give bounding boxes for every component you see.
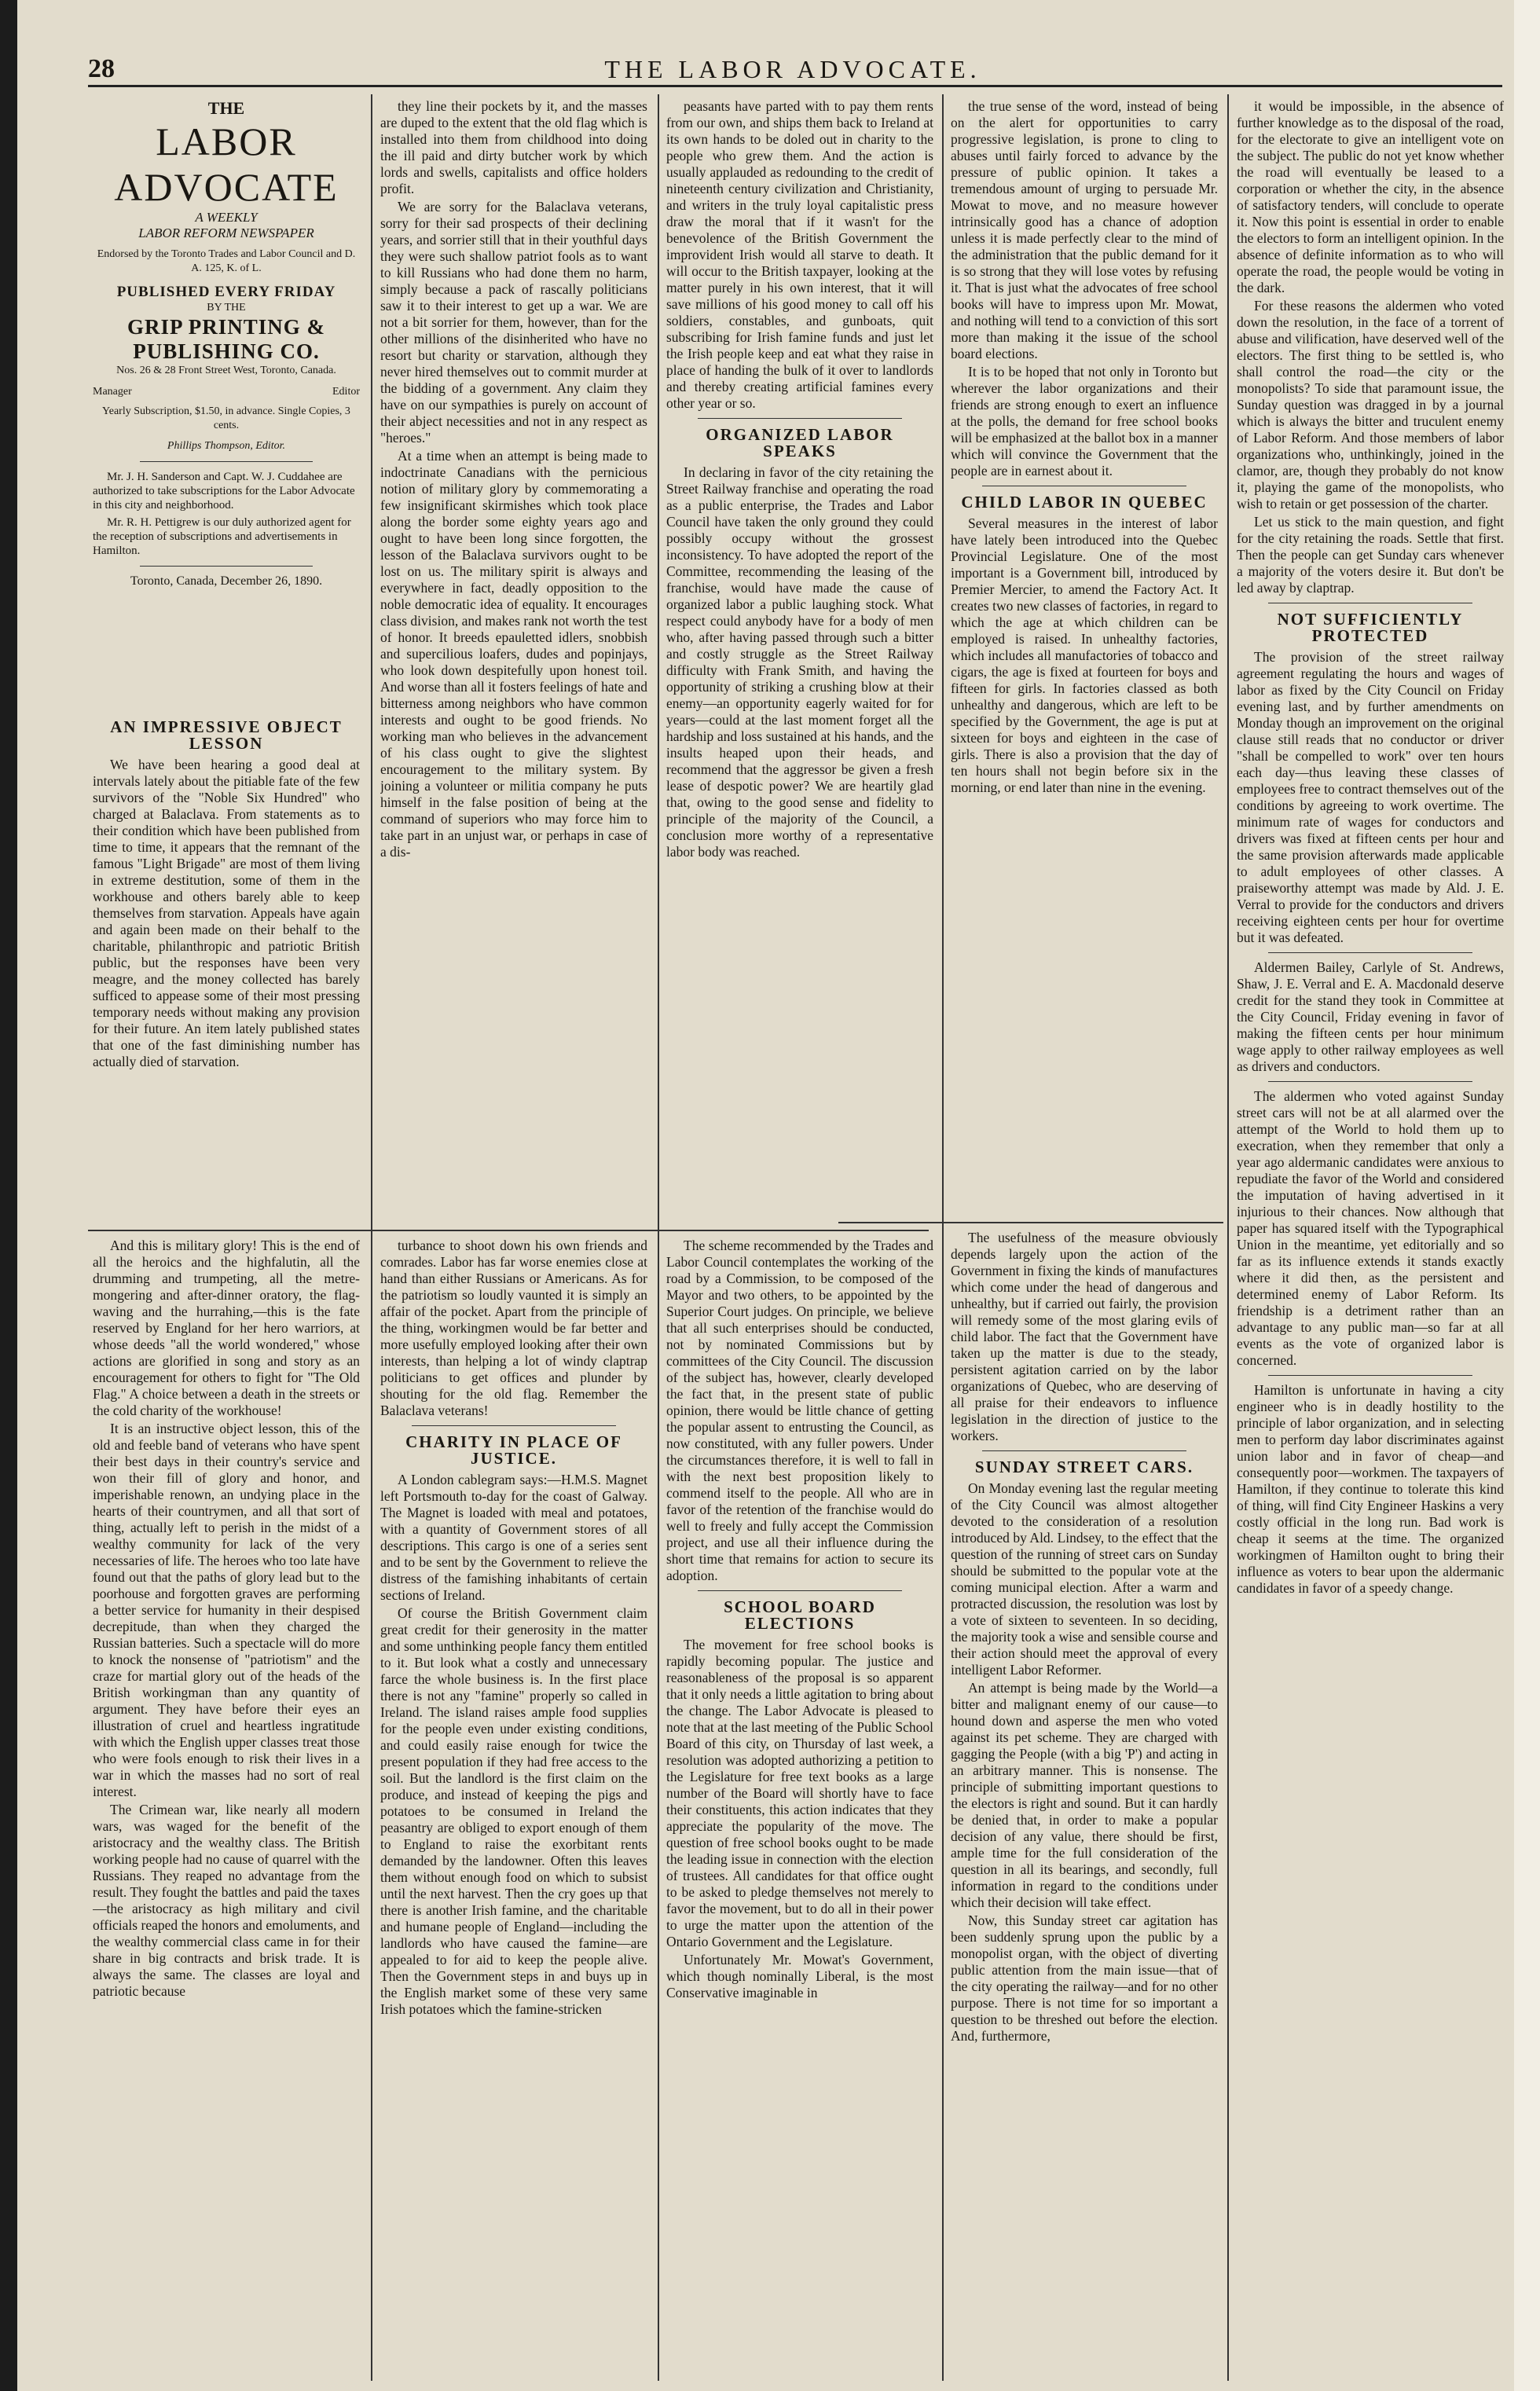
divider [982,1450,1186,1451]
article-balaclava-continued [380,98,647,1222]
article-paragraph: Unfortunately Mr. Mowat's Government, which though nominally Liberal, is the most Conservative imaginable in [666,1952,933,2000]
article-paragraph: Several measures in the interest of labor have lately been introduced into the Quebec Provincial Legislature. One of the most important is a Government bill, introduced by Premier Mercier, to amend the Factory Act. It creates two new classes of factories, in regard to which the age at which children can be employed is raised. In unhealthy factories, which includes all manufactories of tobacco and cigars, the age is fixed at fourteen for boys and fifteen for girls. In factories classed as both unhealthy and dangerous, which are left to be specified by the Government, the age is put at sixteen for boys and eighteen in the case of girls. There is also a provision that the day of ten hours shall not begin before six in the morning, or end later than nine in the evening. [951,515,1218,795]
column-rule [658,94,659,2381]
editor-name: Phillips Thompson, Editor. [167,440,286,452]
column-5 [1237,98,1504,2377]
article-headline: CHARITY IN PLACE OF JUSTICE. [405,1432,622,1468]
article-headline: SUNDAY STREET CARS. [974,1458,1194,1476]
article-paragraph: Hamilton is unfortunate in having a city engineer who is in deadly hostility to the principle of labor organization, and in selecting men to perform day labor discriminates against union labor and in favor of cheap—and consequently poor—workmen. The taxpayers of Hamilton, if they continue to tolerate this kind of thing, will find City Engineer Haskins a very costly official in the long run. Bad work is cheap it seems at the time. The organized workingmen of Hamilton ought to bring their influence as voters to bear upon the aldermanic candidates in favor of a speedy change. [1237,1382,1504,1596]
masthead-subtitle: LABOR REFORM NEWSPAPER [138,226,314,240]
masthead [93,98,360,589]
masthead-weekly: A WEEKLY [195,210,258,225]
article-paragraph: We are sorry for the Balaclava veterans, sorry for their sad prospects of their declining years, and sorrier still that in their youthful days they were such shallow patriot fools as to want to kill Russians who had done them no harm, simply because a pack of rascally politicians saw it to their interest to get up a war. We are not a bit sorrier for them, however, than for the other millions of the disinherited who have no resort but charity or starvation, although they never hired themselves out to commit murder at the bidding of a government. Any claim they have on our sympathies is purely on account of their abject necessities and not in any respect as "heroes." [380,199,647,446]
column-4-upper [951,98,1218,1222]
masthead-endorsement: Endorsed by the Toronto Trades and Labor Council and D. A. 125, K. of L. [97,248,356,274]
section-rule [838,1222,1223,1223]
article-paragraph: The scheme recommended by the Trades and Labor Council contemplates the working of the road by a Commission, to be composed of the Mayor and two others, to be appointed by the Superior Court judges. On principle, we believe that all such enterprises should be conducted, not by nominated Commissions but by committees of the City Council. The discussion of the subject has, however, clearly developed the fact that, in the present state of public opinion, there would be little chance of getting the popular assent to entrusting the Council, as now constituted, with any fuller powers. Under the circumstances therefore, it is well to fall in with the next best proposition likely to commend itself to the people. All who are in favor of the retention of the franchise would do well to freely and fully accept the Commission project, and use all their influence during the short time that remains for action to secure its adoption. [666,1238,933,1583]
article-headline: CHILD LABOR IN QUEBEC [961,493,1208,512]
divider [698,1590,902,1591]
article-paragraph: An attempt is being made by the World—a bitter and malignant enemy of our cause—to hound down and asperse the men who voted against its pet scheme. They are charged with gagging the People (with a big 'P') and acting in an arbitrary manner. This is nonsense. The principle of submitting important questions to the electors is right and sound. But it can hardly be denied that, in order to make a popular decision of any value, there should be first, ample time for the full consideration of the question in all its bearings, and secondly, full information in regard to the conditions under which their decision will take effect. [951,1680,1218,1910]
article-headline: SCHOOL BOARD ELECTIONS [724,1597,876,1633]
newspaper-page [17,0,1540,2391]
hamilton-agent-note: Mr. R. H. Pettigrew is our duly authorized agent for the reception of subscriptions and advertisements in Hamilton. [93,516,351,557]
article-paragraph: It is an instructive object lesson, this of the old and feeble band of veterans who have spent their best days in their country's service and won their fill of glory and honor, and imperishable renown, an undying place in the hearts of their countrymen, and all that sort of thing, actually left to perish in the midst of a wealthy community for lack of the very necessaries of life. The heroes who too late have found out that the paths of glory lead but to the poorhouse and forgotten graves are performing a better service for humanity in their despised decrepitude, than when they charged the Russian batteries. Such a spectacle will do more to knock the nonsense of "patriotism" and the craze for martial glory out of the heads of the British workingman than any quantity of argument. They have before their eyes an illustration of cruel and heartless ingratitude with which the English upper classes treat those who were fools enough to risk their lives in a war in which the masses had no sort of real interest. [93,1421,360,1799]
dateline: Toronto, Canada, December 26, 1890. [130,574,323,588]
article-paragraph: The movement for free school books is rapidly becoming popular. The justice and reasonableness of the proposal is so apparent that it only needs a little agitation to bring about the change. The Labor Advocate is pleased to note that at the last meeting of the Public School Board of this city, on Thursday of last week, a resolution was adopted authorizing a petition to the Legislature for free text books as a large number of the Board will shortly have to face their constituents, this action indicates that they appreciate the popularity of the move. The question of free school books ought to be made the leading issue in connection with the election of trustees. All candidates for that office ought to be asked to pledge themselves not merely to favor the movement, but to do all in their power to urge the matter upon the attention of the Ontario Government and the Legislature. [666,1637,933,1949]
column-3-lower [666,1238,933,2377]
column-rule [371,94,372,2381]
article-paragraph: The aldermen who voted against Sunday street cars will not be at all alarmed over the attempt of the World to hold them up to execration, when they remember that only a year ago aldermanic candidates were anxious to repudiate the favor of the World and considered the imputation of having advertised in it injurious to their chances. Now although that paper has squared itself with the Typographical Union in the meantime, yet editorially and so far as its influence extends it stands exactly where it did then, as the persistent and determined enemy of Labor Reform. Its friendship is a detriment rather than an advantage to any public man—so far at all events as the vote of organized labor is concerned. [1237,1088,1504,1368]
divider [698,418,902,419]
editor-role: Editor [332,386,360,398]
article-paragraph: peasants have parted with to pay them rents from our own, and ships them back to Ireland at its own hands to be doled out in charity to the people who grew them. And the action is usually applauded as redounding to the credit of nineteenth century civilization and Christianity, and writers in the truly loyal capitalistic press draw the moral that if it wasn't for the benevolence of the British Government the improvident Irish would all starve to death. It will occur to the British taxpayer, looking at the matter purely in his own interest, that it will save millions of his good money to call off his soldiers, constables, and gunboats, quit subscribing for Irish famine funds and just let the Irish people keep and eat what they raise in place of handing the bulk of it over to landlords and thereby creating artificial famines every other year or so. [666,98,933,411]
article-paragraph: Now, this Sunday street car agitation has been suddenly sprung upon the public by a monopolist organ, with the object of diverting public attention from the main issue—that of the city operating the railway—and for no other purpose. There is not time for so important a question to be threshed out before the election. And, furthermore, [951,1912,1218,2044]
page-margin [1514,0,1540,2391]
article-military-glory [93,1238,360,2377]
divider [1268,952,1472,953]
article-paragraph: The usefulness of the measure obviously depends largely upon the action of the Government in fixing the kinds of manufactures which come under the head of dangerous and unhealthy, but if carried out fairly, the provision will remedy some of the most glaring evils of child labor. The fact that the Government have taken up the matter is due to the steady, persistent agitation carried on by the labor organizations of Quebec, who are deserving of all praise for their endeavors to influence legislation in the direction of justice to the workers. [951,1230,1218,1443]
column-3-upper [666,98,933,1222]
divider [1268,1081,1472,1082]
manager-role: Manager [93,386,132,398]
running-title: THE LABOR ADVOCATE. [604,54,981,83]
page-number: 28 [88,54,115,83]
article-paragraph: Of course the British Government claim great credit for their generosity in the matter and some unthinking people fancy them entitled to it. But look what a costly and unnecessary farce the whole business is. In the first place there is not any "famine" properly so called in Ireland. The island raises ample food supplies for the people even under existing conditions, and could easily raise enough for twice the present population if they had free access to the soil. But the landlord is the first claim on the produce, and instead of keeping the pigs and potatoes to be consumed in Ireland the peasantry are obliged to export enough of them to England to raise the exorbitant rents demanded by the landowner. Often this leaves them without enough food on which to subsist until the next harvest. Then the cry goes up that there is another Irish famine, and the charitable and humane people of England—including the landlords who have caused the famine—are appealed to for aid to keep the people alive. Then the Government steps in and buys up in the English market some of these very same Irish potatoes which the famine-stricken [380,1605,647,2017]
masthead-company: GRIP PRINTING & PUBLISHING CO. [126,315,325,363]
article-paragraph: On Monday evening last the regular meeting of the City Council was almost altogether devoted to the consideration of a resolution introduced by Ald. Lindsey, to the effect that the question of the running of street cars on Sunday should be submitted to the popular vote at the coming municipal election. After a warm and protracted discussion, the resolution was lost by a vote of sixteen to seventeen. In so deciding, the majority took a wise and sensible course and their action should meet the approval of every intelligent Labor Reformer. [951,1480,1218,1678]
divider [412,1425,616,1426]
divider [1268,1375,1472,1376]
divider [140,461,313,462]
column-rule [1227,94,1229,2381]
article-headline: ORGANIZED LABOR SPEAKS [706,425,894,460]
article-paragraph: it would be impossible, in the absence of further knowledge as to the disposal of the road, for the electorate to give an intelligent vote on the subject. The public do not yet know whether the road will eventually be leased to a corporation or whether the city, in the absence of satisfactory tenders, will conclude to operate it. Now this point is essential in order to enable the electors to form an intelligent opinion. In the absence of definite information as to who will operate the road, the people would be voting in the dark. [1237,98,1504,295]
masthead-the: THE [207,98,245,118]
article-paragraph: At a time when an attempt is being made to indoctrinate Canadians with the pernicious notion of military glory by commemorating a few insignificant skirmishes which took place along the border some eighty years ago and ought to have been long since forgotten, the lesson of the Balaclava survivors ought to be lost on us. The military spirit is always and everywhere in fact, deadly opposition to the noble democratic idea of equality. It encourages class division, and makes rank not worth the test of honor. It breeds epauletted idlers, snobbish and supercilious loafers, dudes and popinjays, who look down despitefully upon honest toil. And worse than all it fosters feelings of hate and bitterness among neighbors who have common interests and ought to be good friends. No working man who believes in the advancement of his class ought to give the slightest encouragement to the military system. By joining a volunteer or militia company he puts himself in the false position of being at the command of superiors who may force him to take part in an unjust war, or perhaps in case of a dis- [380,448,647,860]
divider [140,566,313,567]
article-paragraph: In declaring in favor of the city retaining the Street Railway franchise and operating the road as a public enterprise, the Trades and Labor Council have taken the only ground they could possibly occupy without the grossest inconsistency. To have adopted the report of the Committee, recommending the leasing of the franchise, would have made the cause of organized labor a public laughing stock. What respect could anybody have for a body of men who, after having passed through such a bitter and costly struggle as the Street Railway difficulty with Frank Smith, and having the opportunity of striking a crushing blow at their enemy—an opportunity eagerly waited for for years—could at the last moment forget all the hardship and loss sustained at his hands, and the insults heaped upon their heads, and recommend that the aggressor be given a fresh lease of despotic power? We are heartily glad that, owing to the good sense and fidelity to principle of the majority of the Council, a conclusion more worthy of a representative labor body was reached. [666,464,933,860]
article-paragraph: they line their pockets by it, and the masses are duped to the extent that the old flag which is installed into them from childhood into doing the ill paid and dirty butcher work by which lords and swells, capitalists and office holders profit. [380,98,647,196]
masthead-published: PUBLISHED EVERY FRIDAY [116,284,336,300]
subscription-rates: Yearly Subscription, $1.50, in advance. Single Copies, 3 cents. [102,405,350,431]
section-rule [88,1230,929,1231]
article-paragraph: the true sense of the word, instead of being on the alert for opportunities to carry progressive legislation, is prone to cling to abuses until fairly forced to advance by the pressure of public opinion. It takes a tremendous amount of urging to persuade Mr. Mowat to move, and no measure however intrinsically good has a chance of adoption unless it is made perfectly clear to the mind of the administration that the public demand for it is so strong that they will lose votes by refusing it. That is just what the advocates of free school books will have to impress upon Mr. Mowat, and nothing will tend to a conviction of this sort more than making it the issue of the school board elections. [951,98,1218,361]
page-header [88,53,1502,87]
masthead-title: LABOR ADVOCATE [114,119,339,209]
article-headline: NOT SUFFICIENTLY PROTECTED [1277,610,1464,645]
article-paragraph: And this is military glory! This is the end of all the heroics and the highfalutin, all the drumming and trumpeting, all the metre-mongering and after-dinner oratory, the flag-waving and the hurrahing,—this is the fate reserved by England for her hero warriors, at whose deeds "all the world wondered," whose actions are glorified in song and story as an encouragement for others to fight for "The Old Flag." A choice between a death in the streets or the cold charity of the workhouse! [93,1238,360,1418]
article-paragraph: A London cablegram says:—H.M.S. Magnet left Portsmouth to-day for the coast of Galway. The Magnet is loaded with meal and potatoes, with a quantity of Government stores of all descriptions. This cargo is one of a series sent and to be sent by the Government to relieve the distress of the famishing inhabitants of certain sections of Ireland. [380,1472,647,1603]
column-rule [942,94,944,2381]
article-paragraph: Aldermen Bailey, Carlyle of St. Andrews, Shaw, J. E. Verral and E. A. Macdonald deserve credit for the stand they took in Committee at the City Council, Friday evening in favor of making the fifteen cents per hour minimum wage apply to other railway employees as well as drivers and conductors. [1237,959,1504,1074]
article-headline: AN IMPRESSIVE OBJECT LESSON [110,717,343,753]
column-2-lower [380,1238,647,2377]
article-paragraph: For these reasons the aldermen who voted down the resolution, in the face of a torrent of abuse and vilification, have deserved well of the electors. The first thing to be settled is, who shall control the road—the city or the monopolists? To side that paramount issue, the Sunday question was dragged in by a journal which is always the bitter and truculent enemy of Labor Reform. And those members of labor organizations who, unthinkingly, joined in the clamor, are, though they probably do not know it, playing the game of the monopolists, who wish to retain or get possession of the charter. [1237,298,1504,512]
column-4-lower [951,1230,1218,2377]
masthead-by: BY THE [207,302,246,314]
article-impressive-object-lesson [93,711,360,1226]
article-paragraph: The provision of the street railway agreement regulating the hours and wages of labor as fixed by the City Council on Friday evening last, and by further amendments on Monday though an improvement on the original clause still reads that no conductor or driver "shall be compelled to work" over ten hours each day—thus leaving these classes of employees free to contract themselves out of the conditions by agreeing to work overtime. The minimum rate of wages for conductors and drivers was fixed at fifteen cents per hour and the same provision afterwards made applicable to adult employees of other classes. A praiseworthy attempt was made by Ald. J. E. Verral to provide for the conductors and drivers receiving eighteen cents per hour for overtime but it was defeated. [1237,649,1504,945]
article-paragraph: We have been hearing a good deal at intervals lately about the pitiable fate of the few survivors of the "Noble Six Hundred" who charged at Balaclava. From statements as to their condition which have been published from time to time, it appears that the remnant of the famous "Light Brigade" are most of them living in extreme destitution, some of them in the workhouse and others barely able to keep themselves from starvation. Appeals have again and again been made on their behalf to the charitable, philanthropic and patriotic British public, but the responses have been very meagre, and the money collected has barely sufficed to appease some of their most pressing temporary needs without making any provision for their future. An item lately published states that one of the fast diminishing number has actually died of starvation. [93,757,360,1069]
agents-note: Mr. J. H. Sanderson and Capt. W. J. Cuddahee are authorized to take subscriptions for the Labor Advocate in this city and neighborhood. [93,471,355,512]
article-paragraph: Let us stick to the main question, and fight for the city retaining the roads. Settle that first. Then the people can get Sunday cars whenever a majority of the voters desire it. But don't be led away by claptrap. [1237,514,1504,596]
masthead-address: Nos. 26 & 28 Front Street West, Toronto, Canada. [116,365,336,376]
masthead-roles [93,386,360,398]
article-paragraph: The Crimean war, like nearly all modern wars, was waged for the benefit of the aristocracy and the wealthy class. The British working people had no cause of quarrel with the Russians. They reaped no advantage from the result. They fought the battles and paid the taxes—the aristocracy as high military and civil officials reaped the honors and emoluments, and the wealthy commercial class came in for their share in big contracts and brisk trade. It is always the same. The classes are loyal and patriotic because [93,1802,360,1999]
article-paragraph: turbance to shoot down his own friends and comrades. Labor has far worse enemies close at hand than either Russians or Americans. As for the patriotism so loudly vaunted it is simply an affair of the pocket. Apart from the principle of the thing, workingmen would be far better and more usefully employed looking after their own interests, than helping a lot of windy claptrap politicians to get offices and plunder by shouting for the old flag. Remember the Balaclava veterans! [380,1238,647,1418]
article-paragraph: It is to be hoped that not only in Toronto but wherever the labor organizations and their friends are strong enough to exert an influence at the polls, the demand for free school books will be emphasized at the ballot box in a manner which will convince the Government that the people are in earnest about it. [951,364,1218,479]
